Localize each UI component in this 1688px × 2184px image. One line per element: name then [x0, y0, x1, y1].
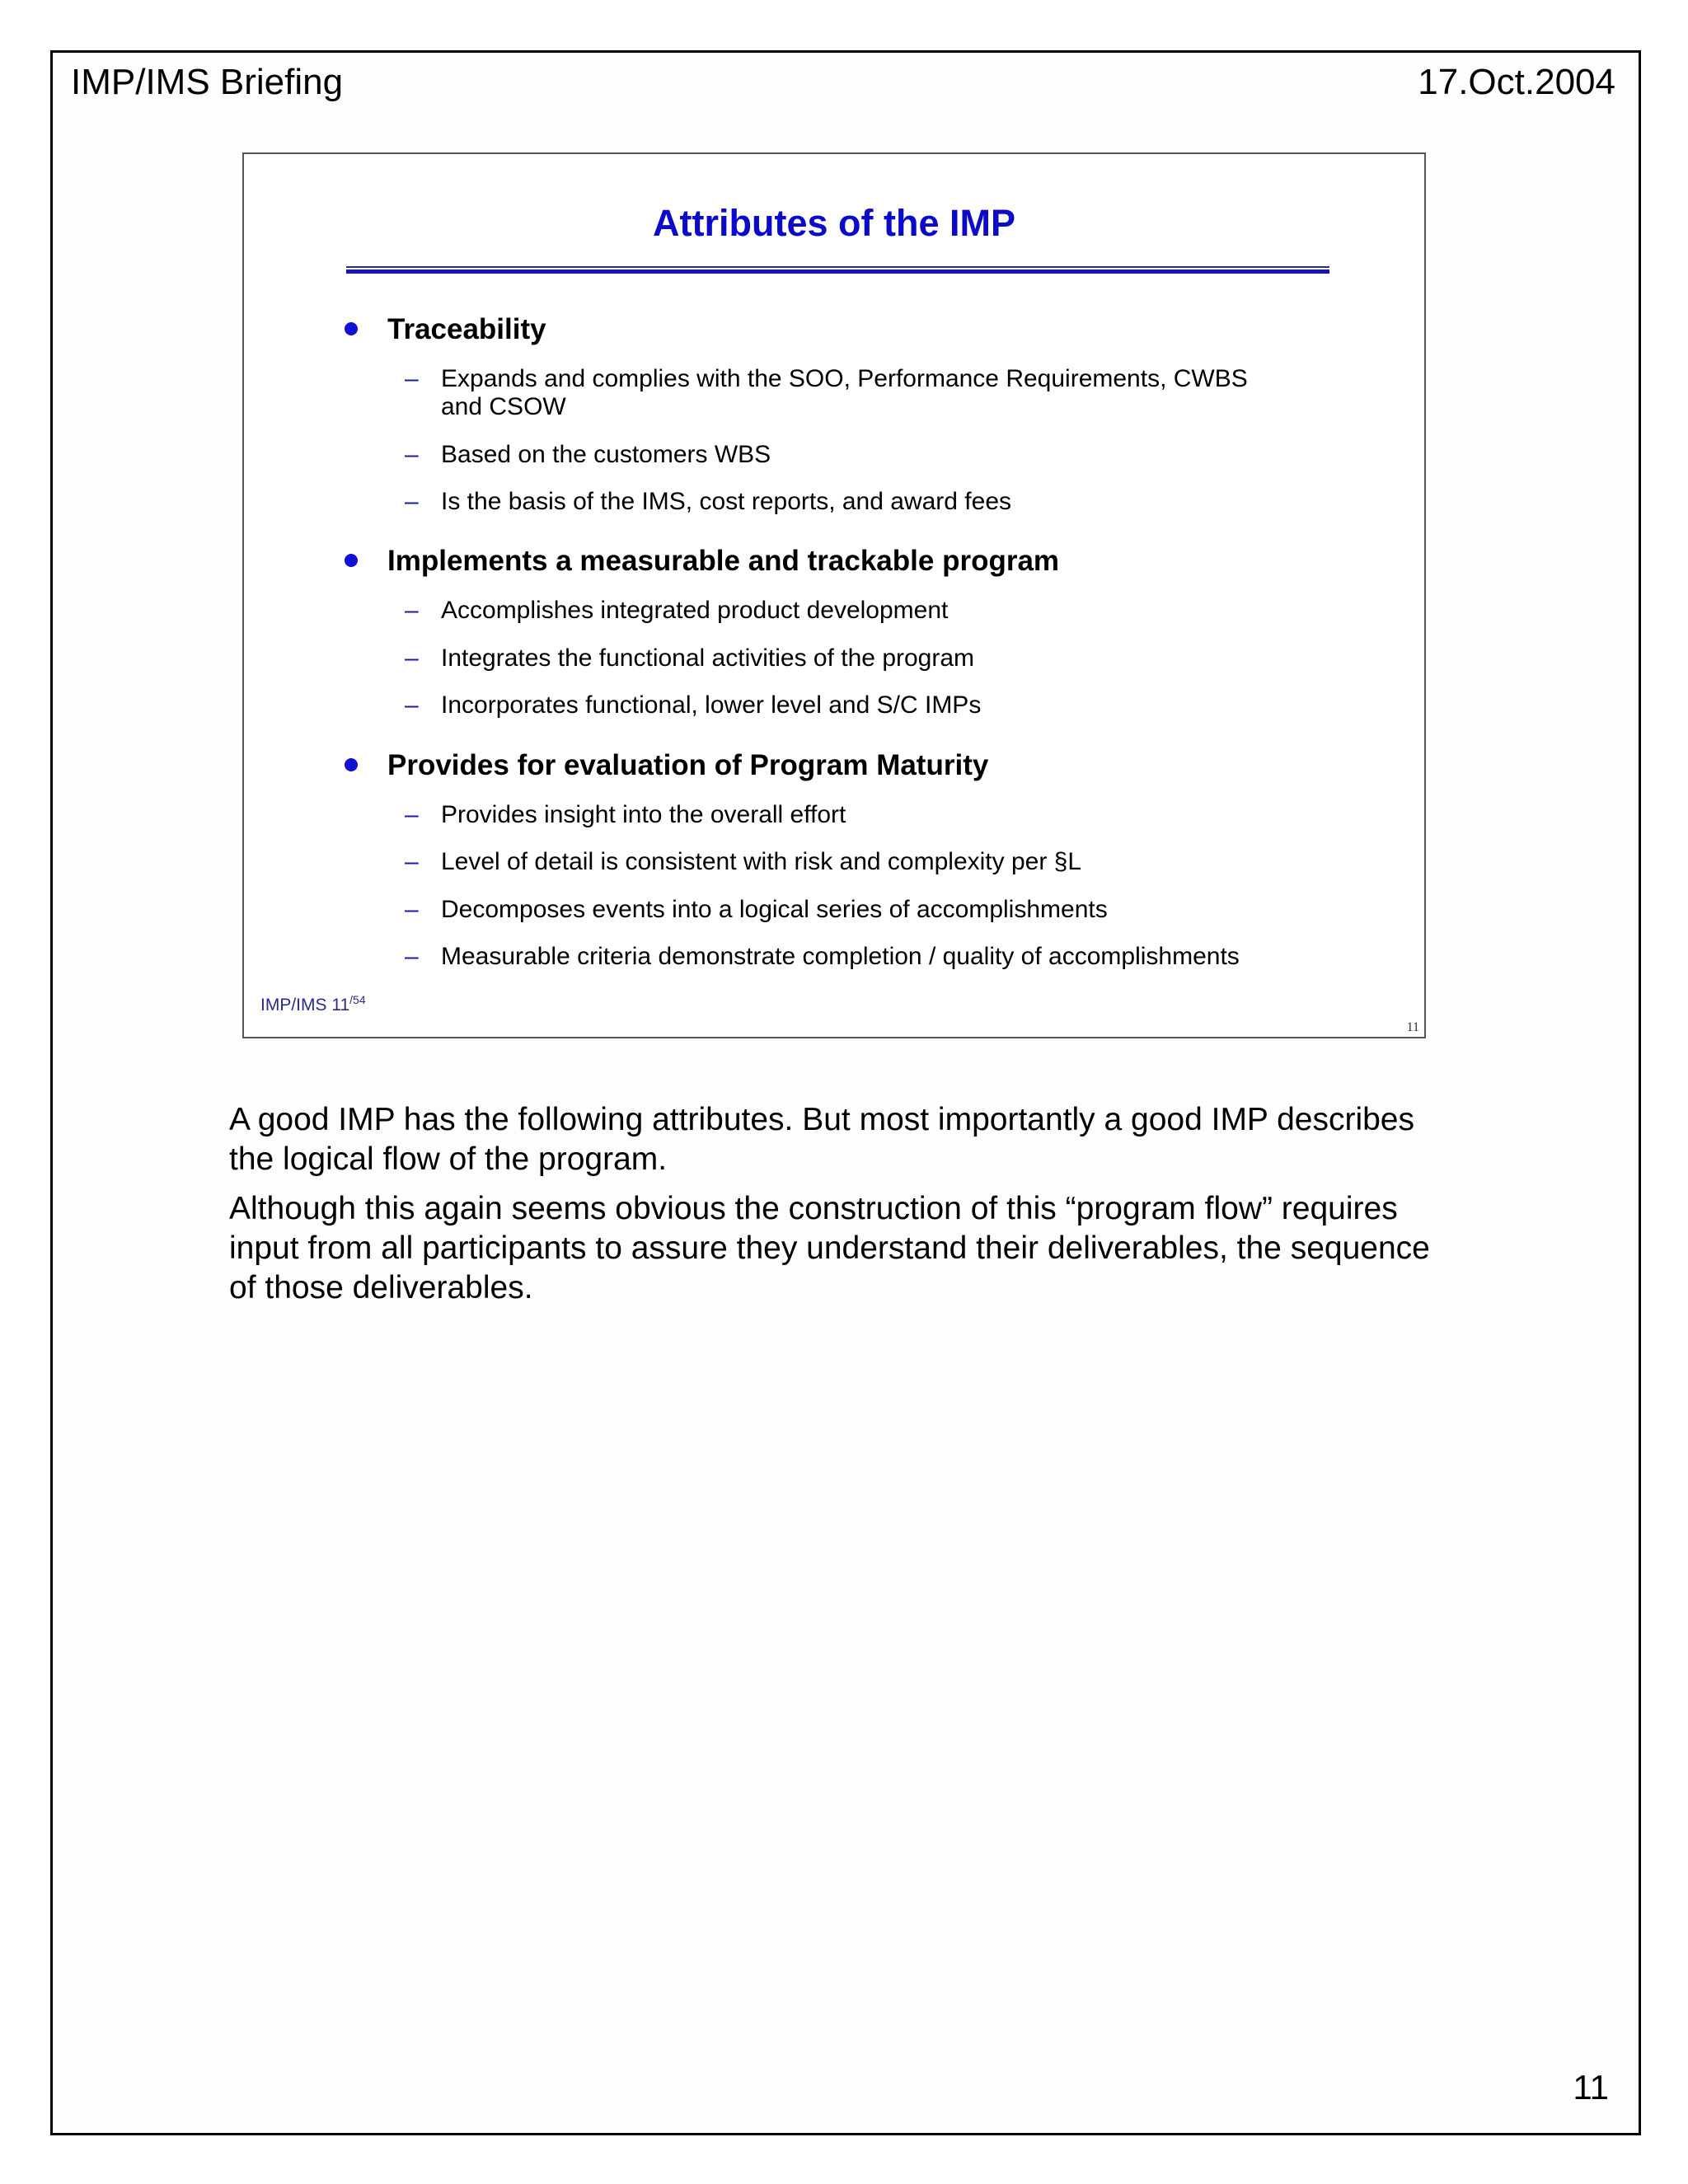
- sub-bullet: [405, 801, 846, 829]
- document-date: 17.Oct.2004: [1418, 62, 1615, 102]
- sub-bullet-label: Decomposes events into a logical series of accomplishments: [441, 896, 1108, 923]
- bullet-traceability: [387, 312, 546, 347]
- sub-bullet: [405, 488, 1012, 516]
- document-title: IMP/IMS Briefing: [71, 62, 344, 102]
- sub-bullet-label: and CSOW: [441, 393, 566, 420]
- sub-bullet: [405, 365, 1248, 393]
- bullet-dot-icon: [345, 322, 358, 335]
- sub-bullet-label: Expands and complies with the SOO, Performance Requirements, CWBS: [441, 365, 1248, 392]
- notes-paragraph: Although this again seems obvious the construction of this “program flow” requires input from all participants to assure they understand their deliverables, the sequence of those deliverables.: [229, 1191, 1430, 1305]
- sub-bullet-label: Level of detail is consistent with risk and complexity per §L: [441, 848, 1082, 875]
- sub-bullet-label: Is the basis of the IMS, cost reports, and award fees: [441, 488, 1012, 515]
- sub-bullet: [405, 896, 1108, 924]
- slide-footer: [260, 995, 366, 1016]
- slide-title: Attributes of the IMP: [653, 202, 1015, 244]
- sub-bullet: [405, 441, 771, 469]
- dash-icon: –: [405, 644, 419, 672]
- page-number: 11: [1573, 2068, 1609, 2107]
- slide-footer-label: IMP/IMS 11: [260, 996, 350, 1015]
- sub-bullet: [405, 691, 982, 719]
- sub-bullet-label: Integrates the functional activities of the program: [441, 644, 975, 672]
- bullet-dot-icon: [345, 554, 358, 567]
- bullet-label: Traceability: [387, 313, 546, 345]
- dash-icon: –: [405, 365, 419, 392]
- bullet-dot-icon: [345, 758, 358, 771]
- sub-bullet-label: Provides insight into the overall effort: [441, 801, 846, 828]
- sub-bullet-continuation: [441, 393, 566, 421]
- dash-icon: –: [405, 691, 419, 719]
- slide-thumbnail: [242, 152, 1426, 1038]
- sub-bullet-label: Incorporates functional, lower level and S/C IMPs: [441, 691, 982, 719]
- sub-bullet-label: Measurable criteria demonstrate completion / quality of accomplishments: [441, 943, 1240, 970]
- sub-bullet: [405, 848, 1082, 876]
- sub-bullet-label: Based on the customers WBS: [441, 441, 771, 468]
- notes-paragraph: A good IMP has the following attributes. But most importantly a good IMP describes the logical flow of the program.: [229, 1102, 1414, 1177]
- bullet-label: Implements a measurable and trackable program: [387, 545, 1060, 577]
- sub-bullet: [405, 943, 1240, 971]
- title-underline: [346, 266, 1329, 274]
- slide-footer-total: /54: [349, 993, 366, 1006]
- dash-icon: –: [405, 597, 419, 624]
- sub-bullet: [405, 597, 949, 625]
- dash-icon: –: [405, 943, 419, 970]
- dash-icon: –: [405, 896, 419, 923]
- speaker-notes: [229, 1100, 1465, 1318]
- bullet-label: Provides for evaluation of Program Maturity: [387, 749, 989, 781]
- bullet-program-maturity: [387, 748, 988, 783]
- sub-bullet: [405, 644, 975, 673]
- sub-bullet-label: Accomplishes integrated product development: [441, 597, 949, 624]
- bullet-measurable-program: [387, 544, 1059, 579]
- dash-icon: –: [405, 848, 419, 875]
- dash-icon: –: [405, 441, 419, 468]
- dash-icon: –: [405, 488, 419, 515]
- slide-page-number: 11: [1406, 1020, 1419, 1034]
- dash-icon: –: [405, 801, 419, 828]
